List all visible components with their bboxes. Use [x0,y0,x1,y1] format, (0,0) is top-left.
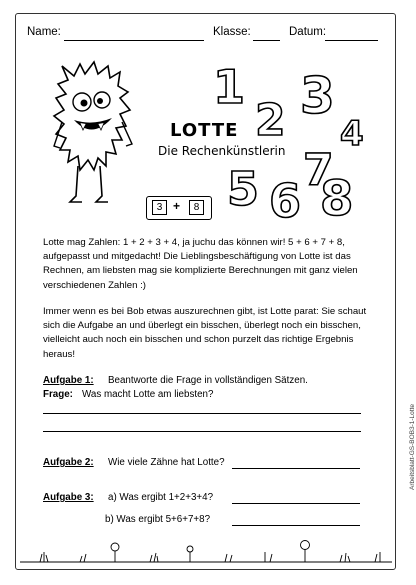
number-5-icon: 5 [227,162,260,216]
sign-right-number: 8 [189,200,204,215]
worksheet-subtitle: Die Rechenkünstlerin [158,144,286,158]
monster-lotte-icon [52,62,134,212]
answer-line-3a[interactable] [232,503,360,504]
answer-line-1[interactable] [43,413,361,414]
worksheet-title: LOTTE [170,120,239,141]
date-field[interactable] [325,40,378,41]
task-2-label: Aufgabe 2: [43,457,94,468]
task-3b-text: b) Was ergibt 5+6+7+8? [105,514,211,525]
numbers-decoration-icon [205,55,365,228]
task-1-text: Beantworte die Frage in vollständigen Sätzen. [108,375,308,386]
number-6-icon: 6 [269,174,302,228]
question-label: Frage: [43,389,73,400]
story-paragraph: Immer wenn es bei Bob etwas auszurechnen gibt, ist Lotte parat: Sie schaut sich die Aufgabe an und überlegt ein bisschen, überlegt noch ein bisschen, vielleicht auch noch ein bisschen und schon purzelt das richtige Ergebnis heraus! [43,306,367,360]
side-credit: Arbeitsblatt-GS-BOB3-1-Lotte [409,404,416,490]
question-text: Was macht Lotte am liebsten? [82,389,214,400]
answer-line-teeth[interactable] [232,468,360,469]
date-label: Datum: [289,26,327,38]
number-8-icon: 8 [320,171,354,227]
number-2-icon: 2 [255,95,286,146]
answer-line-2[interactable] [43,431,361,432]
sign-operator: + [173,199,181,213]
intro-paragraph: Lotte mag Zahlen: 1 + 2 + 3 + 4, ja juchu das können wir! 5 + 6 + 7 + 8, aufgepasst und mitgedacht! Die Lieblingsbeschäftigung von Lotte ist das Rechnen, am liebsten mag sie komplizierte Berechnungen mit ganz vielen verschiedenen Zahlen :) [43,237,358,291]
name-field[interactable] [64,40,204,41]
grass-border-icon [20,538,392,566]
number-4-icon: 4 [340,114,364,154]
answer-line-3b[interactable] [232,525,360,526]
task-3a-text: a) Was ergibt 1+2+3+4? [108,492,214,503]
number-1-icon: 1 [213,60,246,114]
sign-left-number: 3 [152,200,167,215]
number-7-icon: 7 [303,145,334,196]
task-3-label: Aufgabe 3: [43,492,94,503]
class-label: Klasse: [213,26,251,38]
math-sign [146,196,212,220]
number-3-icon: 3 [300,67,335,125]
name-label: Name: [27,26,61,38]
task-2-text: Wie viele Zähne hat Lotte? [108,457,225,468]
task-1-label: Aufgabe 1: [43,375,94,386]
class-field[interactable] [253,40,280,41]
